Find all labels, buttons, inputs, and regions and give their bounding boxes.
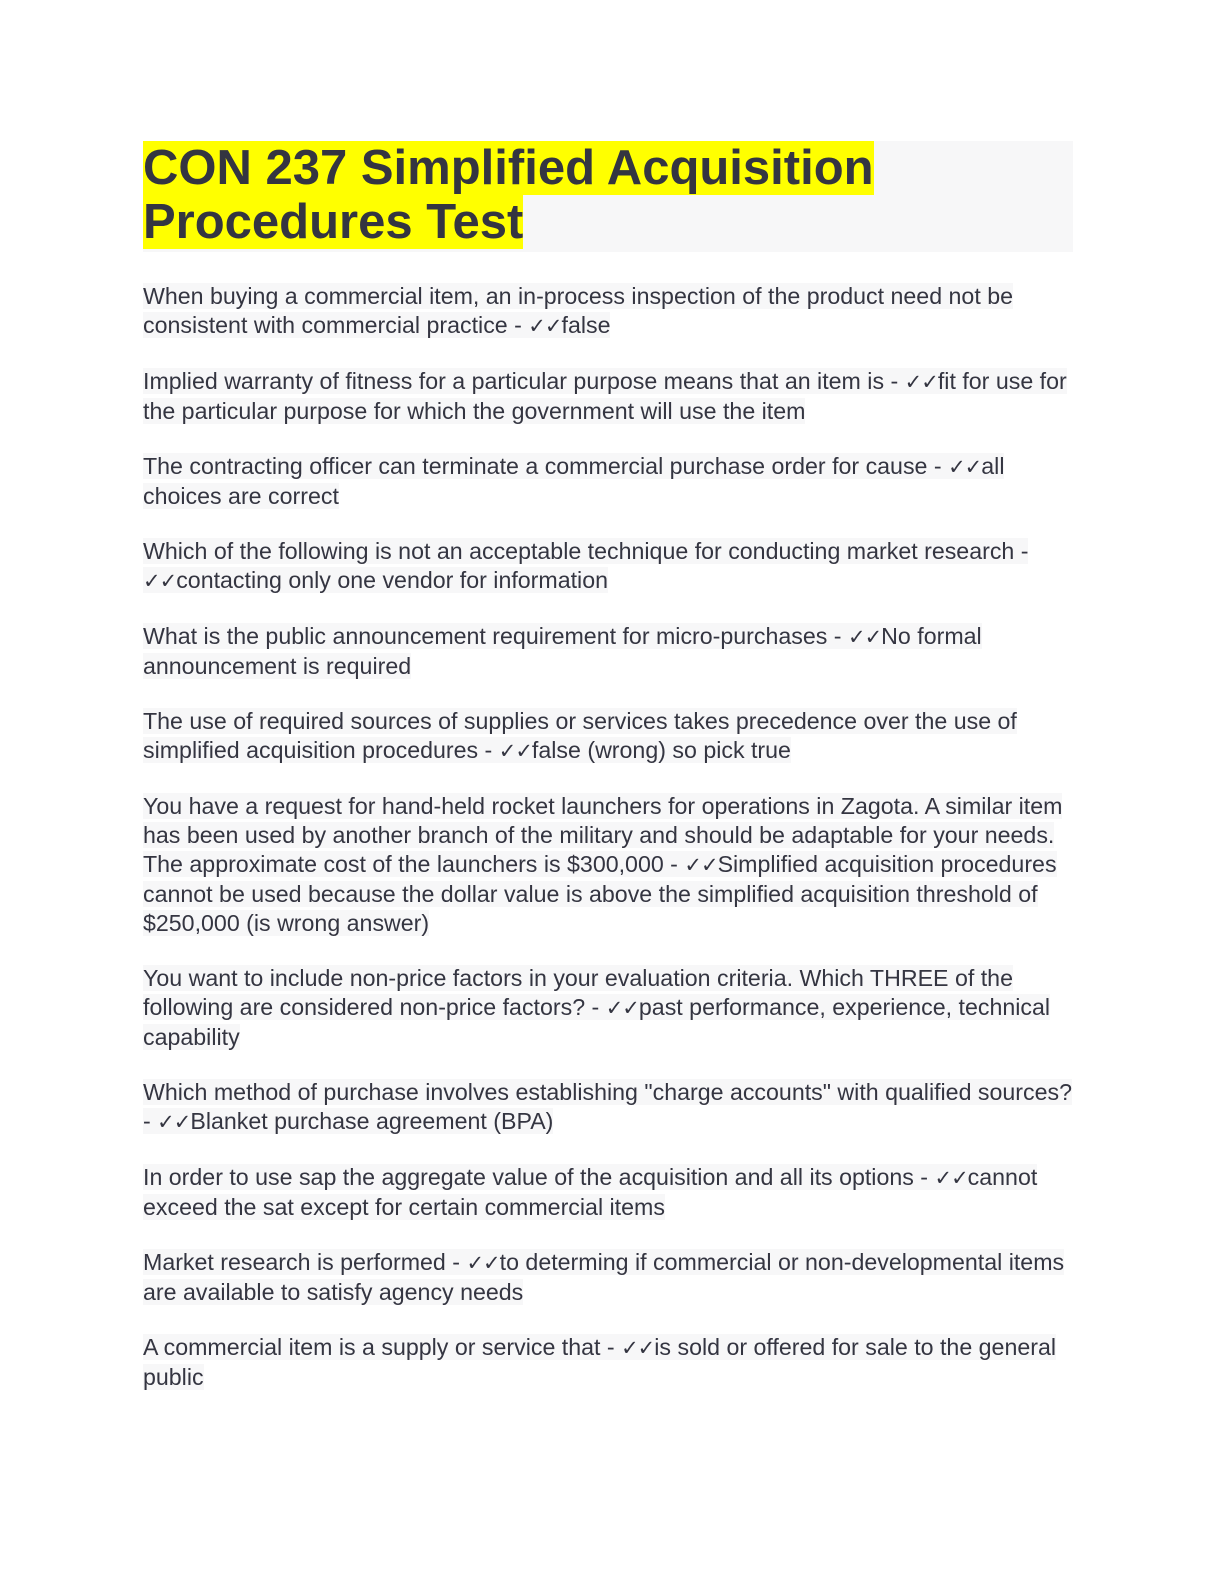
qa-item <box>143 792 1073 938</box>
qa-item <box>143 1248 1073 1307</box>
qa-highlight <box>143 453 1004 509</box>
qa-list <box>143 282 1073 1392</box>
checkmark-icon: ✓✓ <box>605 996 639 1020</box>
checkmark-icon: ✓✓ <box>847 625 882 649</box>
answer-text: cannot exceed the sat except for certain commercial items <box>143 1164 1038 1220</box>
qa-highlight <box>143 368 1067 424</box>
checkmark-icon: ✓✓ <box>528 314 562 338</box>
question-text: What is the public announcement requirement for micro-purchases - <box>143 623 848 649</box>
qa-item <box>143 452 1073 511</box>
qa-item <box>143 1078 1073 1137</box>
question-text: You want to include non-price factors in your evaluation criteria. Which THREE of the following are considered non-price factors? - <box>143 965 1013 1020</box>
qa-highlight <box>143 793 1062 936</box>
checkmark-icon: ✓✓ <box>621 1336 655 1360</box>
qa-highlight <box>143 708 1017 763</box>
qa-item <box>143 367 1073 426</box>
qa-item <box>143 282 1073 341</box>
title-line-1: CON 237 Simplified Acquisition <box>143 141 874 195</box>
qa-highlight <box>143 1249 1064 1305</box>
qa-highlight <box>143 1334 1056 1390</box>
checkmark-icon: ✓✓ <box>157 1110 191 1134</box>
question-text: Market research is performed - <box>143 1249 467 1275</box>
checkmark-icon: ✓✓ <box>143 569 177 593</box>
qa-highlight <box>143 623 982 679</box>
answer-text: Simplified acquisition procedures cannot be used because the dollar value is above the simplified acquisition threshold of $250,000 (is wrong answer) <box>143 851 1057 936</box>
qa-highlight <box>143 538 1028 593</box>
checkmark-icon: ✓✓ <box>934 1166 968 1190</box>
answer-text: contacting only one vendor for information <box>176 567 609 593</box>
qa-highlight <box>143 283 1013 338</box>
qa-highlight <box>143 1079 1072 1134</box>
answer-text: Blanket purchase agreement (BPA) <box>190 1108 554 1134</box>
qa-item <box>143 1163 1073 1222</box>
answer-text: No formal announcement is required <box>143 623 982 679</box>
question-text: You have a request for hand-held rocket launchers for operations in Zagota. A similar item has been used by another branch of the military and should be adaptable for your needs. The approximate cost of the launchers is $300,000 - <box>143 793 1063 877</box>
qa-item <box>143 964 1073 1052</box>
checkmark-icon: ✓✓ <box>904 370 938 394</box>
question-text: When buying a commercial item, an in-process inspection of the product need not be consistent with commercial practice - <box>143 283 1014 338</box>
answer-text: past performance, experience, technical capability <box>143 994 1051 1050</box>
answer-text: false <box>561 312 611 338</box>
question-text: Which of the following is not an acceptable technique for conducting market research - <box>143 538 1029 564</box>
qa-highlight <box>143 965 1050 1050</box>
question-text: Implied warranty of fitness for a particular purpose means that an item is - <box>143 368 905 394</box>
qa-highlight <box>143 1164 1037 1220</box>
answer-text: false (wrong) so pick true <box>531 737 791 763</box>
answer-text: all choices are correct <box>143 453 1005 509</box>
checkmark-icon: ✓✓ <box>466 1251 500 1275</box>
answer-text: to determing if commercial or non-developmental items are available to satisfy agency needs <box>143 1249 1065 1305</box>
qa-item <box>143 1333 1073 1392</box>
answer-text: fit for use for the particular purpose for which the government will use the item <box>143 368 1067 424</box>
qa-item <box>143 707 1073 766</box>
checkmark-icon: ✓✓ <box>684 853 718 877</box>
title-line-2: Procedures Test <box>143 195 524 249</box>
document-title <box>143 141 1073 249</box>
document-page <box>143 141 1073 1418</box>
question-text: The contracting officer can terminate a commercial purchase order for cause - <box>143 453 949 479</box>
question-text: In order to use sap the aggregate value of the acquisition and all its options - <box>143 1164 935 1190</box>
title-block <box>143 141 1073 252</box>
answer-text: is sold or offered for sale to the general public <box>143 1334 1057 1390</box>
qa-item <box>143 537 1073 596</box>
question-text: Which method of purchase involves establishing "charge accounts" with qualified sources? - <box>143 1079 1073 1134</box>
question-text: The use of required sources of supplies or services takes precedence over the use of simplified acquisition procedures - <box>143 708 1017 763</box>
question-text: A commercial item is a supply or service that - <box>143 1334 622 1360</box>
checkmark-icon: ✓✓ <box>948 455 982 479</box>
qa-item <box>143 622 1073 681</box>
checkmark-icon: ✓✓ <box>498 739 532 763</box>
